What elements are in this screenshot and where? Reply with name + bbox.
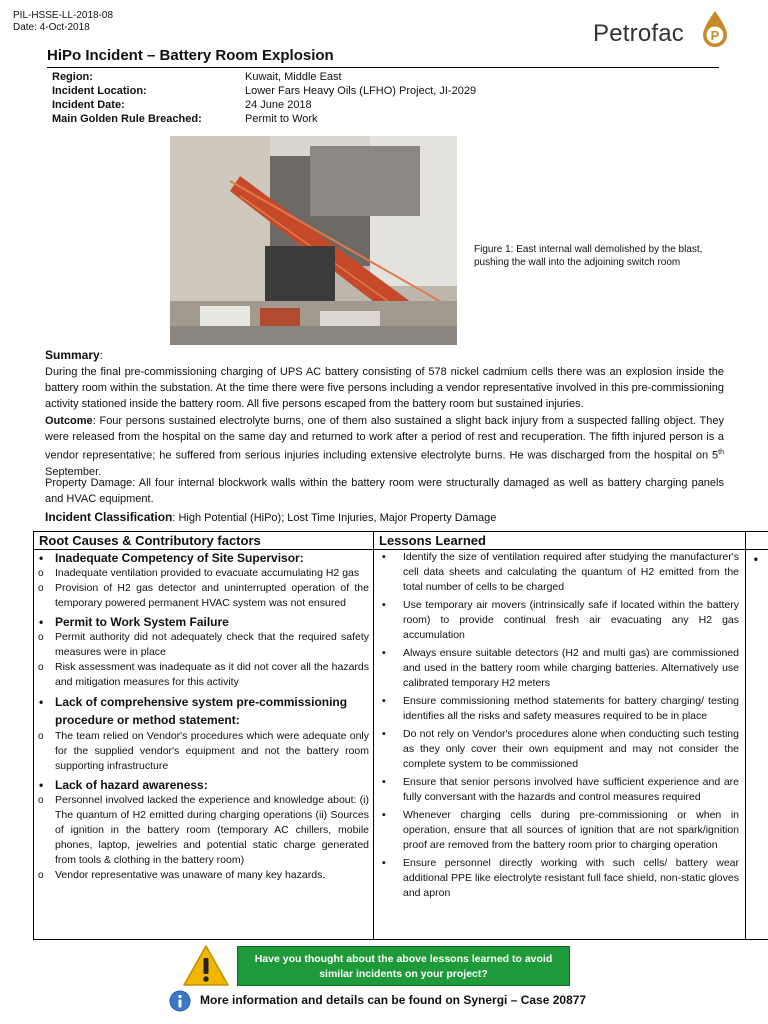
document-meta <box>13 10 113 34</box>
lessons-header: Lessons Learned <box>379 533 486 548</box>
lesson-item: • Identify the size of ventilation required after studying the manufacturer's cell data sheets and calculating the quantum of H2 emitted from the total number of cells to be charged <box>381 550 739 595</box>
info-value: Lower Fars Heavy Oils (LFHO) Project, JI-2029 <box>245 85 477 97</box>
causes-lessons-table <box>33 531 768 940</box>
outcome-paragraph: Outcome: Four persons sustained electrolyte burns, one of them also sustained a slight back injury from a suspected falling object. They were released from the hospital on the same day and returned to work after a period of rest and recuperation. The fifth injured person is a vendor representative; he suffered from serious injuries including extensive electrolyte burns. He was discharged from the hospital on 5th September. <box>45 415 724 478</box>
cause-heading: • Permit to Work System Failure <box>37 614 369 630</box>
outcome-text: Four persons sustained electrolyte burns, one of them also sustained a slight back injury from a suspected falling object. They were released from the hospital on the same day and returned to work after a period of rest and recuperation. The fifth injured person is a vendor representative; he suffered from serious injuries including extensive electrolyte burns. He was discharged from the hospital on 5 <box>45 415 724 462</box>
classification-paragraph: Incident Classification: High Potential (HiPo); Lost Time Injuries, Major Property Damage <box>45 510 497 524</box>
info-row-golden-rule <box>52 112 476 126</box>
info-key: Region: <box>52 71 93 83</box>
cause-heading: • Inadequate Competency of Site Supervisor: <box>37 550 369 566</box>
lessons-callout: Have you thought about the above lessons learned to avoid similar incidents on your project? <box>237 946 570 986</box>
info-value: Kuwait, Middle East <box>245 71 342 83</box>
cause-item: o Vendor representative was unaware of many key hazards. <box>37 868 369 883</box>
info-row-region <box>52 70 476 84</box>
table-border-left <box>33 532 34 939</box>
lesson-item: • Ensure that senior persons involved have sufficient experience and are fully conversant with the hazards and control measures required <box>381 775 739 805</box>
cause-item: o The team relied on Vendor's procedures which were adequate only for the supplied vendor's equipment and not the battery room supporting infrastructure <box>37 729 369 774</box>
summary-heading: Summary: <box>45 348 103 362</box>
cause-item: o Personnel involved lacked the experience and knowledge about: (i) The quantum of H2 emitted during charging operations (ii) Sources of ignition in the battery room (temporary AC chillers, mobile phones, laptop, jewelries and potential static charge generated from tools & clothing in the battery room) <box>37 793 369 868</box>
petrofac-logo <box>593 10 733 50</box>
info-row-location <box>52 84 476 98</box>
classification-text: High Potential (HiPo); Lost Time Injuries, Major Property Damage <box>178 512 497 524</box>
logo-text: Petrofac <box>593 20 684 47</box>
lesson-item: • Use temporary air movers (intrinsically safe if located within the battery room) to provide continual fresh air evacuating any H2 gas accumulation <box>381 598 739 643</box>
info-value: Permit to Work <box>245 113 318 125</box>
outcome-superscript: th <box>718 449 724 456</box>
info-key: Incident Location: <box>52 85 147 97</box>
outcome-tail: September. <box>45 465 102 478</box>
logo-drop-icon <box>700 10 730 48</box>
empty-bullet: • <box>753 552 758 566</box>
outcome-label: Outcome <box>45 415 93 427</box>
incident-photo <box>170 136 457 345</box>
table-divider <box>373 532 374 939</box>
info-key: Main Golden Rule Breached: <box>52 113 202 125</box>
cause-heading: • Lack of comprehensive system pre-commissioning procedure or method statement: <box>37 693 369 729</box>
lesson-item: • Ensure personnel directly working with such cells/ battery wear additional PPE like electrolyte resistant full face shield, non-static gloves and apron <box>381 856 739 901</box>
logo-letter: P <box>710 28 720 43</box>
page-title: HiPo Incident – Battery Room Explosion <box>47 47 334 64</box>
lesson-item: • Do not rely on Vendor's procedures alone when conducting such testing as they only cover their own equipment and may not consider the complete system to be commissioned <box>381 727 739 772</box>
root-causes-column <box>37 550 369 883</box>
table-divider-right <box>745 532 746 939</box>
document-id: PIL-HSSE-LL-2018-08 <box>13 10 114 21</box>
figure-caption: Figure 1: East internal wall demolished by the blast, pushing the wall into the adjoining switch room <box>474 244 703 268</box>
info-icon <box>169 990 191 1012</box>
cause-item: o Provision of H2 gas detector and uninterrupted operation of the temporary powered permanent HVAC system was not ensured <box>37 581 369 611</box>
property-damage-text: Property Damage: All four internal blockwork walls within the battery room were structurally damaged as well as battery charging panels and HVAC equipment. <box>45 477 724 505</box>
lesson-item: • Whenever charging cells during pre-commissioning or when in operation, ensure that all sources of ignition that are not spark/ignition proof are removed from the battery room prior to charging operation <box>381 808 739 853</box>
info-row-date <box>52 98 476 112</box>
document-date: Date: 4-Oct-2018 <box>13 22 90 33</box>
cause-item: o Risk assessment was inadequate as it did not cover all the hazards and mitigation measures for this activity <box>37 660 369 690</box>
incident-info <box>52 70 476 126</box>
lesson-item: • Ensure commissioning method statements for battery charging/ testing identifies all the risks and safety measures required to be in place <box>381 694 739 724</box>
summary-label: Summary <box>45 348 100 362</box>
root-causes-header: Root Causes & Contributory factors <box>39 533 261 548</box>
title-divider <box>47 67 719 68</box>
more-info-text: More information and details can be found on Synergi – Case 20877 <box>200 993 587 1007</box>
lesson-item: • Always ensure suitable detectors (H2 and multi gas) are commissioned and used in the battery room while charging batteries. Alternatively use calibrated temporary H2 meters <box>381 646 739 691</box>
info-key: Incident Date: <box>52 99 125 111</box>
lessons-column <box>381 550 739 901</box>
summary-text: During the final pre-commissioning charging of UPS AC battery consisting of 578 nickel cadmium cells there was an explosion inside the battery room within the substation. At the time there were five persons including a vendor representative involved in this pre-commissioning activity stationed inside the battery room. All five persons escaped from the battery room but sustained injuries. <box>45 366 724 410</box>
info-value: 24 June 2018 <box>245 99 312 111</box>
classification-label: Incident Classification <box>45 510 173 524</box>
cause-item: o Permit authority did not adequately check that the required safety measures were in place <box>37 630 369 660</box>
warning-icon <box>182 944 230 987</box>
cause-heading: • Lack of hazard awareness: <box>37 777 369 793</box>
cause-item: o Inadequate ventilation provided to evacuate accumulating H2 gas <box>37 566 369 581</box>
